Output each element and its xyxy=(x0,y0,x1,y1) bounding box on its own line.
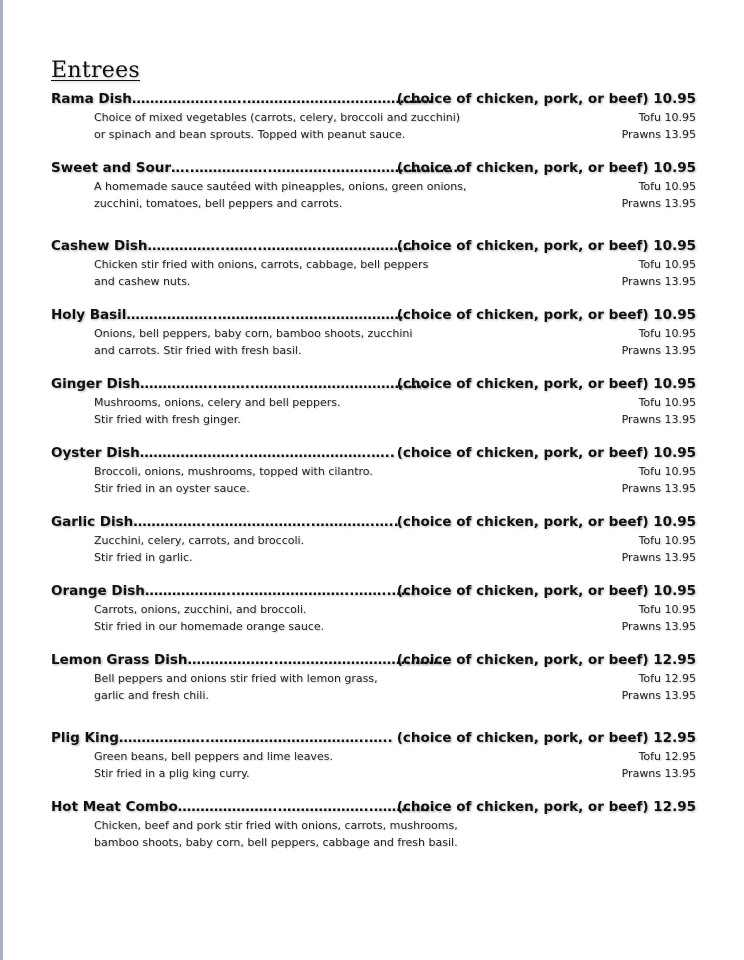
description-text: Zucchini, celery, carrots, and broccoli. xyxy=(94,534,305,547)
description-text: or spinach and bean sprouts. Topped with peanut sauce. xyxy=(94,128,406,141)
dish-name: Sweet and Sour xyxy=(51,160,172,176)
dish-choice-price: (choice of chicken, pork, or beef) 12.95 xyxy=(396,799,696,815)
menu-item xyxy=(51,305,696,359)
menu-item-heading xyxy=(51,443,696,463)
description-line xyxy=(51,817,696,834)
menu-item xyxy=(51,512,696,566)
description-line xyxy=(51,670,696,687)
tofu-price: Tofu 10.95 xyxy=(638,180,696,193)
description-line xyxy=(51,109,696,126)
tofu-price: Tofu 10.95 xyxy=(638,465,696,478)
menu-item xyxy=(51,443,696,497)
dish-name: Holy Basil xyxy=(51,307,127,323)
tofu-price: Tofu 12.95 xyxy=(638,672,696,685)
description-text: Stir fried with fresh ginger. xyxy=(94,413,241,426)
dish-choice-price: (choice of chicken, pork, or beef) 10.95 xyxy=(396,583,696,599)
leader-dots: ………………..…..………………………………….. xyxy=(131,91,433,107)
prawns-price: Prawns 13.95 xyxy=(621,413,696,426)
leader-dots: …..……………..………….………………………. xyxy=(171,160,459,176)
description-line xyxy=(51,256,696,273)
description-text: Bell peppers and onions stir fried with lemon grass, xyxy=(94,672,378,685)
prawns-price: Prawns 13.95 xyxy=(621,275,696,288)
description-line xyxy=(51,178,696,195)
menu-item-heading xyxy=(51,374,696,394)
dish-choice-price: (choice of chicken, pork, or beef) 10.95 xyxy=(396,514,696,530)
leader-dots: ………………..……………………..……..….. xyxy=(144,583,416,599)
menu-item-heading xyxy=(51,89,696,109)
description-text: Green beans, bell peppers and lime leaves. xyxy=(94,750,333,763)
prawns-price: Prawns 13.95 xyxy=(621,767,696,780)
section-title: Entrees xyxy=(51,58,141,83)
dish-name: Hot Meat Combo xyxy=(51,799,178,815)
description-text: Chicken, beef and pork stir fried with onions, carrots, mushrooms, xyxy=(94,819,458,832)
menu-item-heading xyxy=(51,650,696,670)
menu-item-heading xyxy=(51,512,696,532)
dish-choice-price: (choice of chicken, pork, or beef) 12.95 xyxy=(396,652,696,668)
description-line xyxy=(51,765,696,782)
description-line xyxy=(51,394,696,411)
tofu-price: Tofu 10.95 xyxy=(638,111,696,124)
entree-list xyxy=(51,89,696,851)
description-text: Mushrooms, onions, celery and bell peppers. xyxy=(94,396,341,409)
description-text: bamboo shoots, baby corn, bell peppers, cabbage and fresh basil. xyxy=(94,836,458,849)
description-text: A homemade sauce sautéed with pineapples, onions, green onions, xyxy=(94,180,467,193)
description-text: garlic and fresh chili. xyxy=(94,689,209,702)
description-line xyxy=(51,463,696,480)
menu-item xyxy=(51,236,696,290)
menu-item-heading xyxy=(51,581,696,601)
description-line xyxy=(51,195,696,212)
prawns-price: Prawns 13.95 xyxy=(621,689,696,702)
menu-item xyxy=(51,581,696,635)
menu-item xyxy=(51,374,696,428)
prawns-price: Prawns 13.95 xyxy=(621,620,696,633)
page-left-edge xyxy=(0,0,3,960)
description-text: Stir fried in our homemade orange sauce. xyxy=(94,620,325,633)
description-line xyxy=(51,273,696,290)
description-line xyxy=(51,126,696,143)
description-line xyxy=(51,748,696,765)
menu-item-heading xyxy=(51,236,696,256)
dish-name: Garlic Dish xyxy=(51,514,134,530)
prawns-price: Prawns 13.95 xyxy=(621,482,696,495)
description-text: and carrots. Stir fried with fresh basil. xyxy=(94,344,302,357)
prawns-price: Prawns 13.95 xyxy=(621,197,696,210)
description-text: Choice of mixed vegetables (carrots, celery, broccoli and zucchini) xyxy=(94,111,461,124)
description-line xyxy=(51,325,696,342)
tofu-price: Tofu 10.95 xyxy=(638,534,696,547)
dish-choice-price: (choice of chicken, pork, or beef) 10.95 xyxy=(396,91,696,107)
description-text: Onions, bell peppers, baby corn, bamboo shoots, zucchini xyxy=(94,327,413,340)
tofu-price: Tofu 10.95 xyxy=(638,603,696,616)
description-text: Chicken stir fried with onions, carrots, cabbage, bell peppers xyxy=(94,258,429,271)
leader-dots: ………………..……………………………..….. xyxy=(118,730,393,746)
dish-name: Lemon Grass Dish xyxy=(51,652,188,668)
description-line xyxy=(51,601,696,618)
description-line xyxy=(51,480,696,497)
menu-item-heading xyxy=(51,158,696,178)
dish-name: Cashew Dish xyxy=(51,238,148,254)
menu-item-heading xyxy=(51,797,696,817)
dish-name: Rama Dish xyxy=(51,91,132,107)
tofu-price: Tofu 12.95 xyxy=(638,750,696,763)
description-text: Broccoli, onions, mushrooms, topped with cilantro. xyxy=(94,465,373,478)
menu-item-heading xyxy=(51,305,696,325)
dish-name: Oyster Dish xyxy=(51,445,140,461)
dish-choice-price: (choice of chicken, pork, or beef) 10.95 xyxy=(396,307,696,323)
prawns-price: Prawns 13.95 xyxy=(621,344,696,357)
leader-dots: ………………..………………………..…….. xyxy=(187,652,448,668)
menu-item xyxy=(51,158,696,212)
description-line xyxy=(51,411,696,428)
tofu-price: Tofu 10.95 xyxy=(638,258,696,271)
menu-item xyxy=(51,728,696,782)
dish-choice-price: (choice of chicken, pork, or beef) 10.95 xyxy=(396,238,696,254)
menu-item xyxy=(51,650,696,704)
dish-choice-price: (choice of chicken, pork, or beef) 10.95 xyxy=(396,160,696,176)
tofu-price: Tofu 10.95 xyxy=(638,327,696,340)
leader-dots: ……………..…………………..………….….. xyxy=(133,514,399,530)
menu-item xyxy=(51,797,696,851)
description-text: Stir fried in garlic. xyxy=(94,551,193,564)
description-text: and cashew nuts. xyxy=(94,275,191,288)
description-text: Stir fried in an oyster sauce. xyxy=(94,482,250,495)
leader-dots: ……………..……..………….……………….. xyxy=(147,238,413,254)
dish-choice-price: (choice of chicken, pork, or beef) 12.95 xyxy=(396,730,696,746)
description-line xyxy=(51,687,696,704)
description-text: Carrots, onions, zucchini, and broccoli. xyxy=(94,603,307,616)
menu-item-heading xyxy=(51,728,696,748)
description-line xyxy=(51,834,696,851)
tofu-price: Tofu 10.95 xyxy=(638,396,696,409)
prawns-price: Prawns 13.95 xyxy=(621,551,696,564)
description-line xyxy=(51,532,696,549)
leader-dots: …………………..……………………….….. xyxy=(139,445,395,461)
dish-name: Plig King xyxy=(51,730,119,746)
description-line xyxy=(51,549,696,566)
menu-item xyxy=(51,89,696,143)
description-text: zucchini, tomatoes, bell peppers and carrots. xyxy=(94,197,343,210)
prawns-price: Prawns 13.95 xyxy=(621,128,696,141)
description-text: Stir fried in a plig king curry. xyxy=(94,767,250,780)
description-line xyxy=(51,342,696,359)
dish-choice-price: (choice of chicken, pork, or beef) 10.95 xyxy=(396,445,696,461)
leader-dots: ………………..……………..…………………… xyxy=(126,307,404,323)
description-line xyxy=(51,618,696,635)
menu-page xyxy=(51,58,696,866)
dish-name: Orange Dish xyxy=(51,583,145,599)
dish-choice-price: (choice of chicken, pork, or beef) 10.95 xyxy=(396,376,696,392)
leader-dots: …………………..………………..……..….. xyxy=(177,799,435,815)
leader-dots: ……………..……..……………………………….. xyxy=(139,376,428,392)
dish-name: Ginger Dish xyxy=(51,376,140,392)
